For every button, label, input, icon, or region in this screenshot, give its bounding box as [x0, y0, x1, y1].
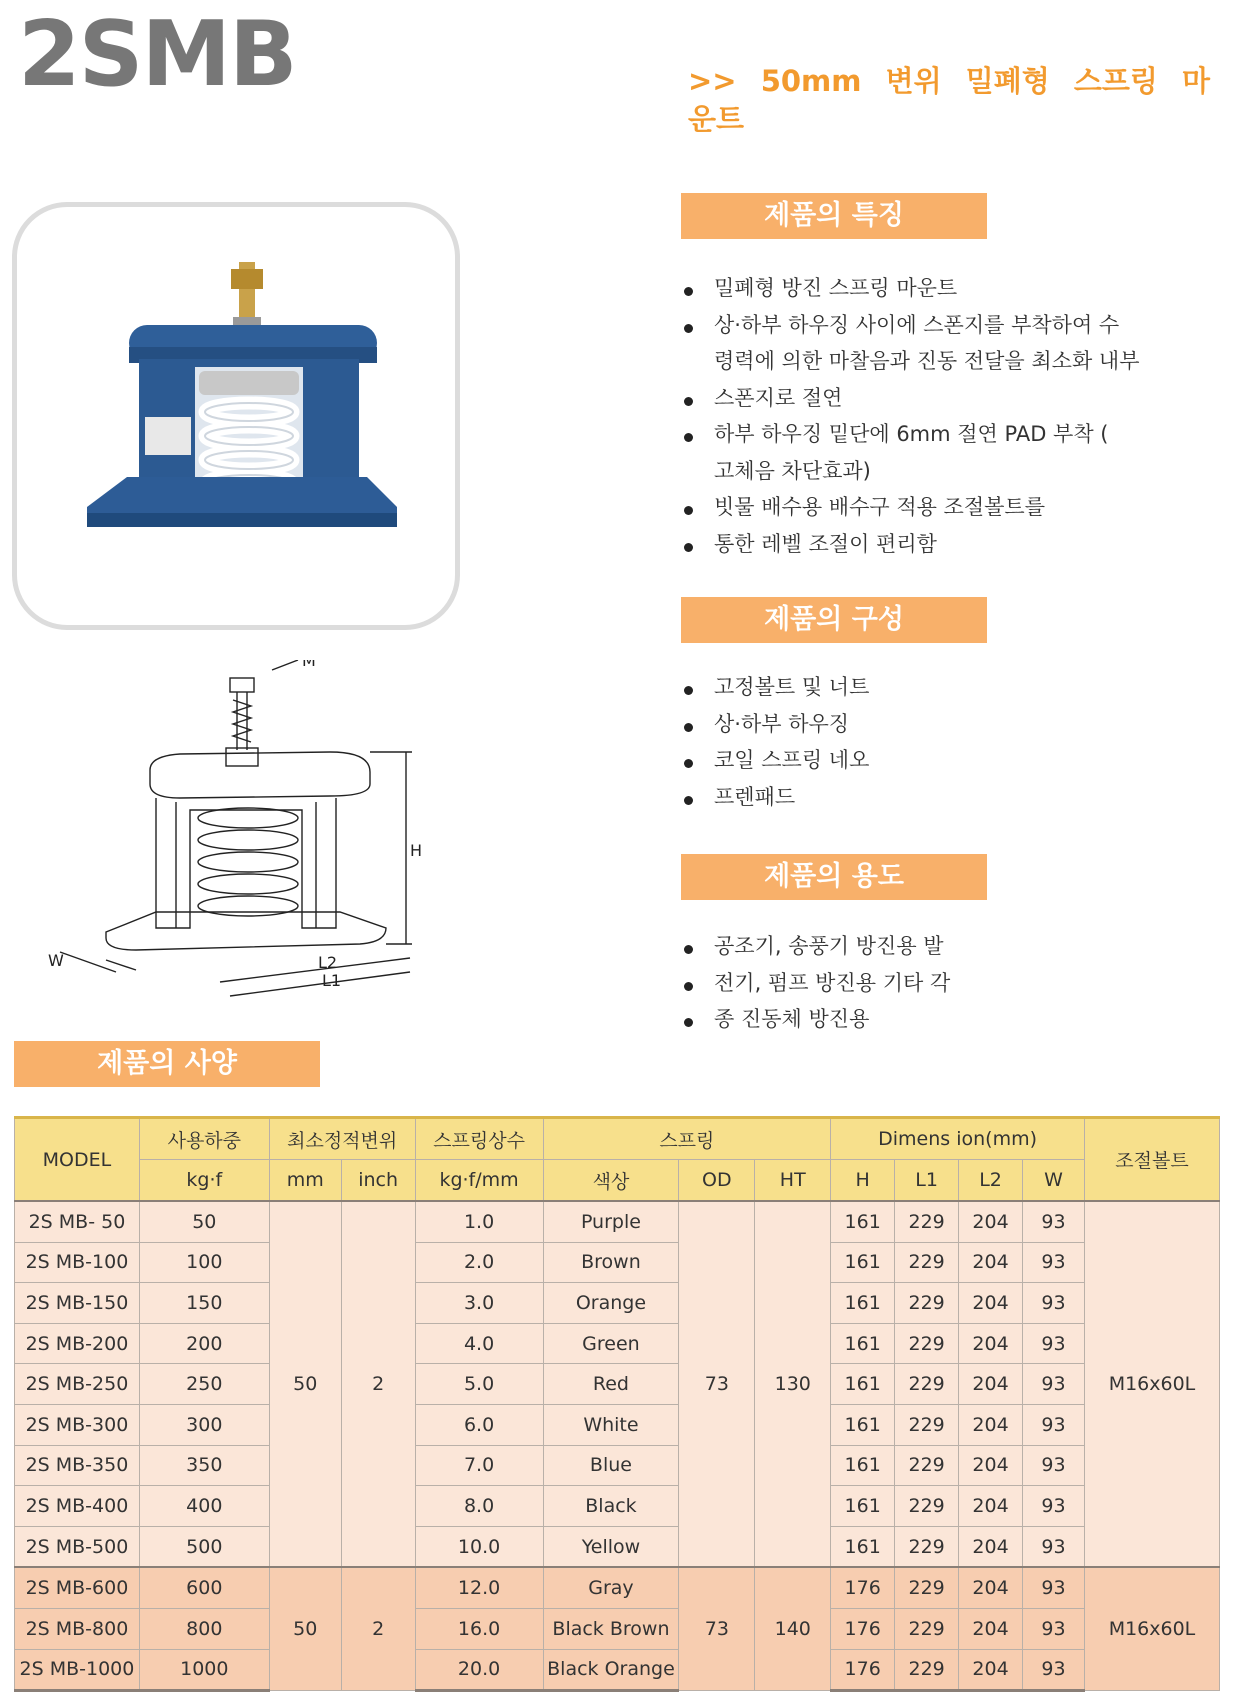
cell-load: 500	[139, 1526, 269, 1567]
col-l2: L2	[959, 1160, 1023, 1202]
cell-od: 73	[679, 1567, 755, 1690]
col-h: H	[831, 1160, 895, 1202]
bullet-icon	[684, 723, 693, 732]
cell-color: Green	[543, 1323, 679, 1364]
bullet-icon	[684, 433, 693, 442]
cell-w: 93	[1023, 1608, 1085, 1649]
cell-disp-inch: 2	[341, 1567, 415, 1690]
cell-const: 6.0	[415, 1404, 543, 1445]
cell-load: 350	[139, 1445, 269, 1486]
col-bolt: 조절볼트	[1084, 1118, 1219, 1202]
cell-l2: 204	[959, 1201, 1023, 1242]
cell-w: 93	[1023, 1649, 1085, 1691]
feature-item: 스폰지로 절연	[676, 380, 1139, 417]
cell-l1: 229	[895, 1567, 959, 1608]
cell-w: 93	[1023, 1323, 1085, 1364]
cell-const: 10.0	[415, 1526, 543, 1567]
cell-l2: 204	[959, 1364, 1023, 1405]
cell-h: 161	[831, 1526, 895, 1567]
cell-load: 600	[139, 1567, 269, 1608]
cell-ht: 130	[755, 1201, 831, 1567]
cell-ht: 140	[755, 1567, 831, 1690]
bullet-icon	[684, 543, 693, 552]
cell-w: 93	[1023, 1242, 1085, 1283]
table-row	[15, 1364, 1220, 1405]
cell-w: 93	[1023, 1526, 1085, 1567]
table-row	[15, 1486, 1220, 1527]
cell-l1: 229	[895, 1649, 959, 1691]
table-subheader-row	[15, 1160, 1220, 1202]
cell-load: 200	[139, 1323, 269, 1364]
cell-w: 93	[1023, 1567, 1085, 1608]
table-row	[15, 1242, 1220, 1283]
col-spring: 스프링	[543, 1118, 831, 1160]
cell-color: Black	[543, 1486, 679, 1527]
cell-model: 2S MB-200	[15, 1323, 140, 1364]
composition-item: 코일 스프링 네오	[676, 742, 869, 779]
usage-list	[676, 928, 950, 1038]
cell-h: 176	[831, 1608, 895, 1649]
usage-item: 종 진동체 방진용	[676, 1001, 950, 1038]
label-h: H	[410, 841, 423, 860]
spec-table	[14, 1116, 1220, 1692]
composition-heading: 제품의 구성	[681, 597, 987, 643]
usage-item: 전기, 펌프 방진용 기타 각	[676, 965, 950, 1002]
feature-item: 상·하부 하우징 사이에 스폰지를 부착하여 수	[676, 307, 1139, 344]
cell-const: 4.0	[415, 1323, 543, 1364]
col-model: MODEL	[15, 1118, 140, 1202]
label-l1: L1	[322, 971, 342, 990]
cell-model: 2S MB-1000	[15, 1649, 140, 1691]
cell-load: 800	[139, 1608, 269, 1649]
col-disp-inch: inch	[341, 1160, 415, 1202]
cell-color: Gray	[543, 1567, 679, 1608]
col-l1: L1	[895, 1160, 959, 1202]
cell-bolt: M16x60L	[1084, 1567, 1219, 1690]
cell-color: Red	[543, 1364, 679, 1405]
bullet-icon	[684, 796, 693, 805]
bullet-icon	[684, 506, 693, 515]
bullet-icon	[684, 945, 693, 954]
cell-w: 93	[1023, 1445, 1085, 1486]
cell-l1: 229	[895, 1445, 959, 1486]
cell-l1: 229	[895, 1283, 959, 1324]
cell-h: 176	[831, 1649, 895, 1691]
cell-const: 8.0	[415, 1486, 543, 1527]
cell-w: 93	[1023, 1201, 1085, 1242]
composition-item: 상·하부 하우징	[676, 706, 869, 743]
cell-l2: 204	[959, 1567, 1023, 1608]
cell-load: 150	[139, 1283, 269, 1324]
cell-h: 161	[831, 1364, 895, 1405]
product-photo-frame	[12, 202, 460, 630]
cell-l2: 204	[959, 1486, 1023, 1527]
cell-h: 161	[831, 1445, 895, 1486]
cell-const: 1.0	[415, 1201, 543, 1242]
page-title: 2SMB	[18, 2, 296, 107]
diagram-drawing	[40, 660, 460, 1000]
cell-disp-mm: 50	[269, 1567, 341, 1690]
cell-l1: 229	[895, 1486, 959, 1527]
label-w: W	[48, 951, 64, 970]
cell-color: Yellow	[543, 1526, 679, 1567]
col-color: 색상	[543, 1160, 679, 1202]
feature-item: 하부 하우징 밑단에 6mm 절연 PAD 부착 (	[676, 416, 1139, 453]
bullet-icon	[684, 759, 693, 768]
cell-model: 2S MB-250	[15, 1364, 140, 1405]
cell-l2: 204	[959, 1242, 1023, 1283]
col-disp-mm: mm	[269, 1160, 341, 1202]
cell-model: 2S MB-600	[15, 1567, 140, 1608]
technical-diagram	[40, 660, 460, 1004]
page-subtitle: >> 50mm 변위 밀폐형 스프링 마운트	[688, 64, 1210, 136]
cell-l2: 204	[959, 1404, 1023, 1445]
feature-item: 통한 레벨 조절이 편리함	[676, 526, 1139, 563]
cell-model: 2S MB-300	[15, 1404, 140, 1445]
cell-color: White	[543, 1404, 679, 1445]
col-load-unit: kg·f	[139, 1160, 269, 1202]
cell-color: Brown	[543, 1242, 679, 1283]
cell-color: Black Brown	[543, 1608, 679, 1649]
cell-h: 161	[831, 1404, 895, 1445]
cell-l2: 204	[959, 1608, 1023, 1649]
cell-h: 161	[831, 1201, 895, 1242]
cell-color: Purple	[543, 1201, 679, 1242]
cell-model: 2S MB- 50	[15, 1201, 140, 1242]
composition-item: 고정볼트 및 너트	[676, 669, 869, 706]
label-l2: L2	[318, 953, 338, 972]
table-row	[15, 1526, 1220, 1567]
cell-w: 93	[1023, 1404, 1085, 1445]
bullet-icon	[684, 324, 693, 333]
cell-color: Blue	[543, 1445, 679, 1486]
cell-load: 1000	[139, 1649, 269, 1691]
cell-model: 2S MB-100	[15, 1242, 140, 1283]
col-disp: 최소정적변위	[269, 1118, 415, 1160]
table-row	[15, 1323, 1220, 1364]
table-row	[15, 1649, 1220, 1691]
col-const: 스프링상수	[415, 1118, 543, 1160]
cell-l1: 229	[895, 1323, 959, 1364]
bullet-icon	[684, 287, 693, 296]
features-heading: 제품의 특징	[681, 193, 987, 239]
col-load: 사용하중	[139, 1118, 269, 1160]
composition-item: 프렌패드	[676, 779, 869, 816]
col-w: W	[1023, 1160, 1085, 1202]
cell-const: 2.0	[415, 1242, 543, 1283]
cell-load: 250	[139, 1364, 269, 1405]
bullet-icon	[684, 982, 693, 991]
cell-disp-inch: 2	[341, 1201, 415, 1567]
table-row	[15, 1201, 1220, 1242]
cell-l2: 204	[959, 1649, 1023, 1691]
cell-model: 2S MB-800	[15, 1608, 140, 1649]
table-row	[15, 1567, 1220, 1608]
bullet-icon	[684, 397, 693, 406]
label-m: M	[302, 660, 316, 670]
table-row	[15, 1404, 1220, 1445]
table-header-row	[15, 1118, 1220, 1160]
usage-heading: 제품의 용도	[681, 854, 987, 900]
col-const-unit: kg·f/mm	[415, 1160, 543, 1202]
col-od: OD	[679, 1160, 755, 1202]
cell-bolt: M16x60L	[1084, 1201, 1219, 1567]
feature-item: 밀폐형 방진 스프링 마운트	[676, 270, 1139, 307]
usage-item: 공조기, 송풍기 방진용 발	[676, 928, 950, 965]
table-row	[15, 1608, 1220, 1649]
cell-model: 2S MB-400	[15, 1486, 140, 1527]
cell-model: 2S MB-350	[15, 1445, 140, 1486]
cell-const: 16.0	[415, 1608, 543, 1649]
cell-w: 93	[1023, 1364, 1085, 1405]
cell-const: 7.0	[415, 1445, 543, 1486]
feature-item: 빗물 배수용 배수구 적용 조절볼트를	[676, 489, 1139, 526]
cell-h: 161	[831, 1486, 895, 1527]
cell-l1: 229	[895, 1608, 959, 1649]
feature-item: 령력에 의한 마찰음과 진동 전달을 최소화 내부	[714, 349, 1140, 373]
cell-h: 161	[831, 1323, 895, 1364]
cell-l2: 204	[959, 1526, 1023, 1567]
col-dim: Dimens ion(mm)	[831, 1118, 1085, 1160]
cell-model: 2S MB-500	[15, 1526, 140, 1567]
cell-l1: 229	[895, 1242, 959, 1283]
cell-h: 176	[831, 1567, 895, 1608]
cell-l1: 229	[895, 1404, 959, 1445]
cell-color: Black Orange	[543, 1649, 679, 1691]
table-row	[15, 1283, 1220, 1324]
product-photo	[17, 207, 455, 625]
bullet-icon	[684, 1018, 693, 1027]
col-ht: HT	[755, 1160, 831, 1202]
cell-const: 12.0	[415, 1567, 543, 1608]
bullet-icon	[684, 686, 693, 695]
cell-load: 300	[139, 1404, 269, 1445]
cell-l1: 229	[895, 1526, 959, 1567]
cell-const: 3.0	[415, 1283, 543, 1324]
features-list	[676, 270, 1139, 562]
cell-l2: 204	[959, 1445, 1023, 1486]
cell-load: 400	[139, 1486, 269, 1527]
cell-l1: 229	[895, 1364, 959, 1405]
cell-l2: 204	[959, 1323, 1023, 1364]
cell-color: Orange	[543, 1283, 679, 1324]
cell-od: 73	[679, 1201, 755, 1567]
cell-h: 161	[831, 1242, 895, 1283]
spec-heading: 제품의 사양	[14, 1041, 320, 1087]
cell-h: 161	[831, 1283, 895, 1324]
composition-list	[676, 669, 869, 815]
cell-const: 20.0	[415, 1649, 543, 1691]
cell-load: 100	[139, 1242, 269, 1283]
cell-const: 5.0	[415, 1364, 543, 1405]
cell-model: 2S MB-150	[15, 1283, 140, 1324]
table-row	[15, 1445, 1220, 1486]
feature-item: 고체음 차단효과)	[714, 458, 871, 483]
cell-load: 50	[139, 1201, 269, 1242]
cell-w: 93	[1023, 1283, 1085, 1324]
cell-l2: 204	[959, 1283, 1023, 1324]
cell-w: 93	[1023, 1486, 1085, 1527]
cell-disp-mm: 50	[269, 1201, 341, 1567]
cell-l1: 229	[895, 1201, 959, 1242]
